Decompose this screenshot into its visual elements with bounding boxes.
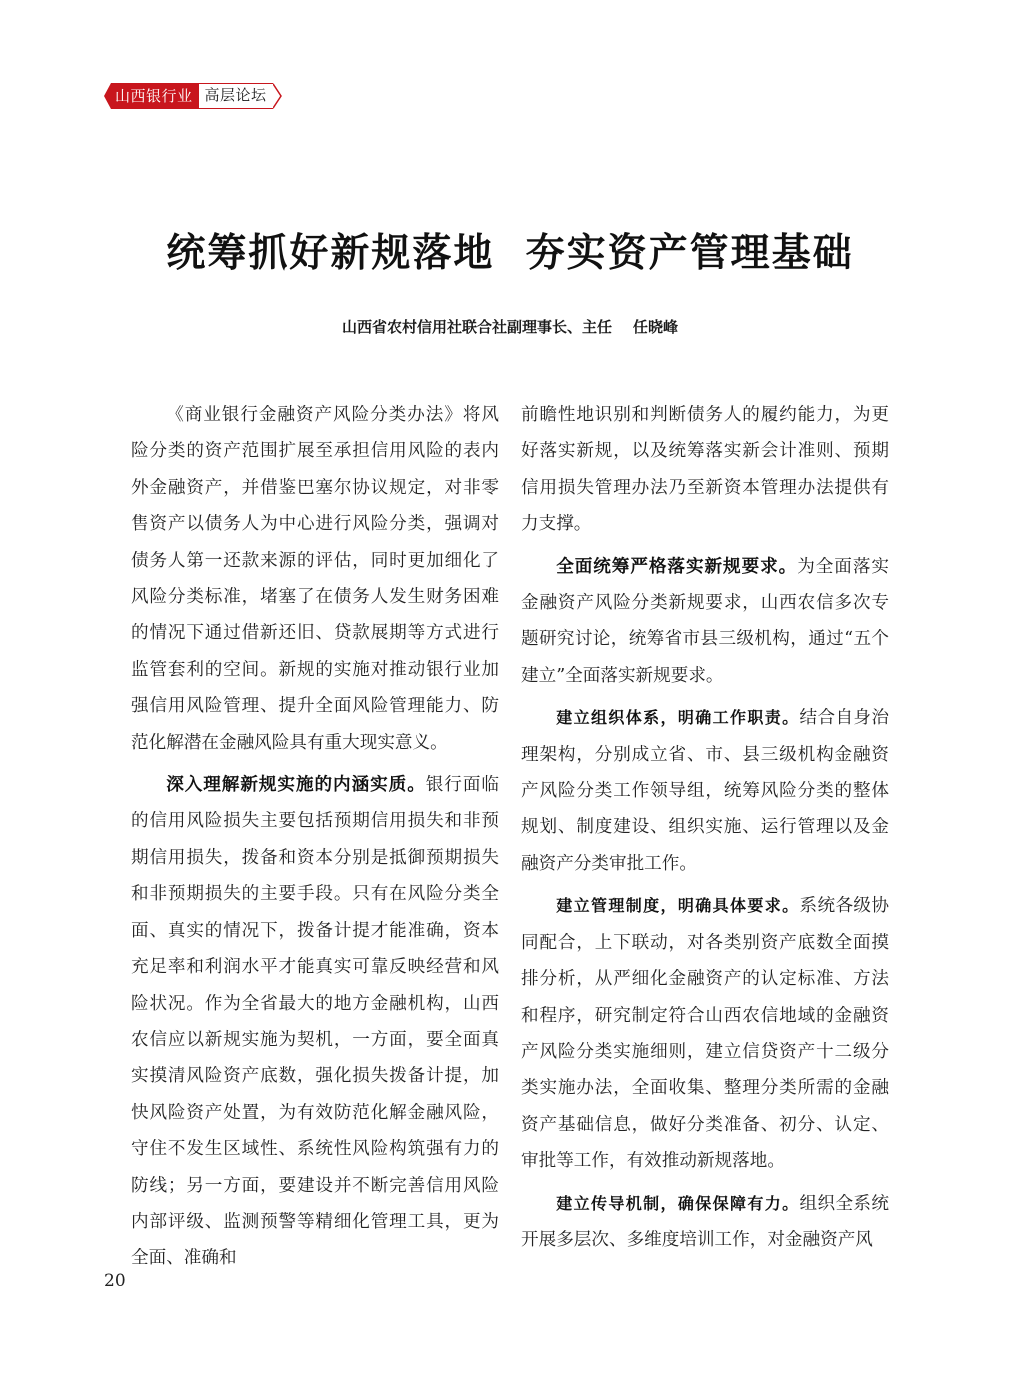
subsection-heading: 建立传导机制，确保保障有力。 (556, 1193, 800, 1213)
paragraph (521, 888, 889, 1179)
tag-arrow-right-icon (273, 83, 282, 109)
section-tag-secondary: 高层论坛 (199, 83, 273, 109)
tag-arrow-left-icon (104, 83, 111, 109)
section-tag-primary: 山西银行业 (111, 83, 199, 109)
right-column (521, 397, 889, 1264)
subsection-heading: 建立管理制度，明确具体要求。 (556, 896, 800, 916)
article-title: 统筹抓好新规落地 夯实资产管理基础 (166, 230, 854, 276)
paragraph-body: 银行面临的信用风险损失主要包括预期信用损失和非预期信用损失，拨备和资本分别是抵御预期损失和非预期损失的主要手段。只有在风险分类全面、真实的情况下，拨备计提才能准确，资本充足率和利润水平才能真实可靠反映经营和风险状况。作为全省最大的地方金融机构，山西农信应以新规实施为契机，一方面，要全面真实摸清风险资产底数，强化损失拨备计提，加快风险资产处置，为有效防范化解金融风险，守住不发生区域性、系统性风险构筑强有力的防线；另一方面，要建设并不断完善信用风险内部评级、监测预警等精细化管理工具，更为全面、准确和 (131, 775, 499, 1269)
paragraph-body: 结合自身治理架构，分别成立省、市、县三级机构金融资产风险分类工作领导组，统筹风险分类的整体规划、制度建设、组织实施、运行管理以及金融资产分类审批工作。 (521, 708, 889, 874)
paragraph (131, 767, 499, 1277)
paragraph-body: 为全面落实金融资产风险分类新规要求，山西农信多次专题研究讨论，统筹省市县三级机构，通过“五个建立”全面落实新规要求。 (521, 556, 889, 686)
subsection-heading: 建立组织体系，明确工作职责。 (556, 708, 800, 728)
paragraph (521, 549, 889, 695)
page-number: 20 (104, 1271, 126, 1291)
paragraph: 《商业银行金融资产风险分类办法》将风险分类的资产范围扩展至承担信用风险的表内外金融资产，并借鉴巴塞尔协议规定，对非零售资产以债务人为中心进行风险分类，强调对债务人第一还款来源的评估，同时更加细化了风险分类标准，堵塞了在债务人发生财务困难的情况下通过借新还旧、贷款展期等方式进行监管套利的空间。新规的实施对推动银行业加强信用风险管理、提升全面风险管理能力、防范化解潜在金融风险具有重大现实意义。 (131, 405, 499, 753)
author-byline: 山西省农村信用社联合社副理事长、主任 任晓峰 (342, 318, 678, 336)
paragraph (521, 1186, 889, 1259)
paragraph-body: 组织全系统开展多层次、多维度培训工作，对金融资产风 (521, 1193, 889, 1250)
left-column (131, 397, 499, 1283)
paragraph (521, 700, 889, 882)
paragraph-heading: 深入理解新规实施的内涵实质。 (166, 775, 426, 796)
section-tag (104, 83, 282, 109)
paragraph-body: 系统各级协同配合，上下联动，对各类别资产底数全面摸排分析，从严细化金融资产的认定标准、方法和程序，研究制定符合山西农信地域的金融资产风险分类实施细则，建立信贷资产十二级分类实施办法，全面收集、整理分类所需的金融资产基础信息，做好分类准备、初分、认定、审批等工作，有效推动新规落地。 (521, 896, 889, 1172)
paragraph-heading: 全面统筹严格落实新规要求。 (556, 556, 798, 577)
paragraph-continued: 前瞻性地识别和判断债务人的履约能力，为更好落实新规，以及统筹落实新会计准则、预期信用损失管理办法乃至新资本管理办法提供有力支撑。 (521, 405, 889, 535)
